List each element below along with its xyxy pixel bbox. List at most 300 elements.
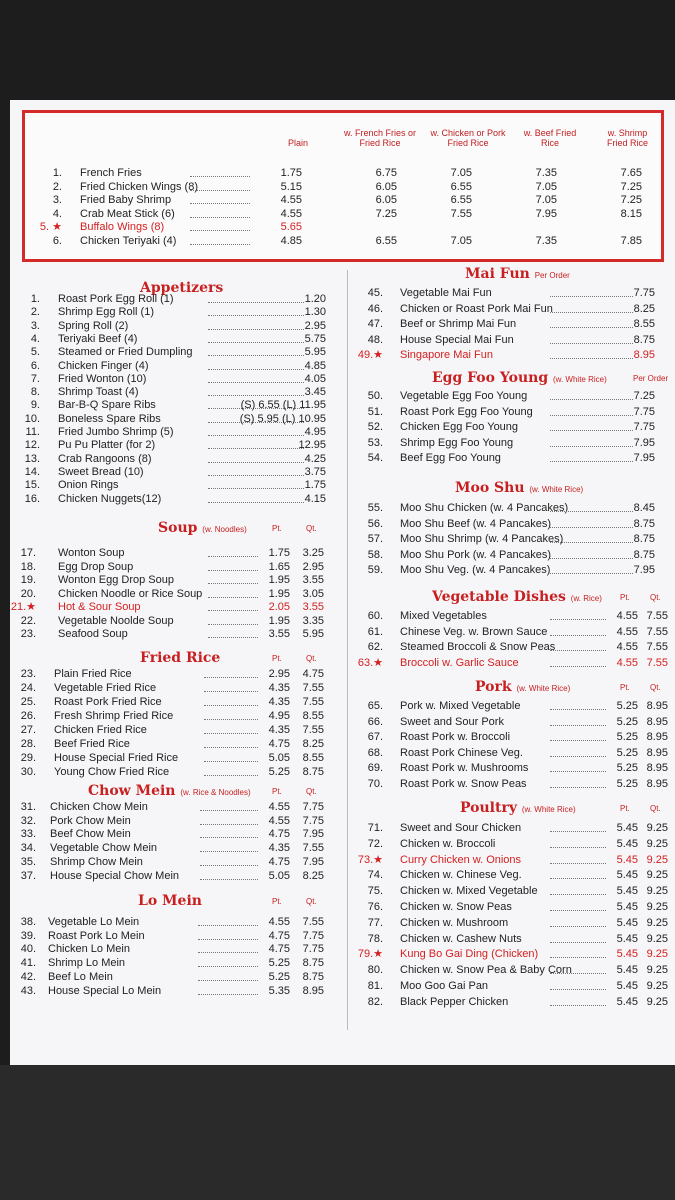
- menu-item-row: [0, 501, 675, 515]
- item-name: Bar-B-Q Spare Ribs: [58, 399, 156, 412]
- menu-item-row: [0, 517, 675, 531]
- item-price-quart: 8.95: [646, 746, 668, 759]
- item-name: Moo Shu Shrimp (w. 4 Pancakes): [400, 533, 564, 545]
- menu-item-row: [0, 947, 675, 961]
- item-price: 7.75: [633, 287, 655, 299]
- item-price-quart: 7.55: [302, 842, 324, 855]
- item-price-quart: 7.55: [646, 656, 668, 669]
- item-price-pint: 5.45: [616, 948, 638, 961]
- item-number: 63.★: [357, 656, 383, 669]
- item-price-pint: 5.25: [268, 957, 290, 970]
- item-price-pint: 5.25: [268, 970, 290, 983]
- menu-item-row: [0, 837, 675, 851]
- combo-column-header: w. Chicken or Pork Fried Rice: [430, 128, 506, 148]
- section-title-text: Pork: [475, 679, 512, 695]
- item-name: Chicken Egg Foo Young: [400, 421, 519, 433]
- item-name: Roast Pork Egg Foo Young: [400, 405, 533, 418]
- item-price: 7.75: [633, 421, 655, 433]
- item-price-pint: 2.95: [268, 668, 290, 680]
- item-name: Moo Shu Pork (w. 4 Pancakes): [400, 548, 552, 561]
- item-price-pint: 5.45: [616, 869, 638, 882]
- item-price-quart: 9.25: [646, 948, 668, 961]
- item-name: Buffalo Wings (8): [80, 221, 165, 233]
- item-price: 7.05: [535, 180, 557, 193]
- item-number: 4.: [30, 332, 40, 345]
- item-number: 73.★: [357, 853, 383, 866]
- item-number: 5.: [30, 346, 40, 359]
- item-number: 19.: [20, 574, 36, 586]
- item-name: House Special Mai Fun: [400, 333, 514, 346]
- section-note: Per Order: [534, 271, 570, 280]
- menu-item-row: [0, 900, 675, 914]
- menu-item-row: [0, 436, 675, 450]
- item-price-pint: 4.55: [616, 610, 638, 622]
- menu-item-row: [0, 317, 675, 331]
- item-price: 5.65: [280, 221, 302, 233]
- section-note: (w. Noodles): [202, 525, 247, 534]
- item-number: 15.: [24, 479, 40, 492]
- item-number: 7.: [30, 372, 40, 385]
- pint-label: Pt.: [272, 897, 282, 906]
- menu-item-row: [0, 625, 675, 639]
- item-number: 31.: [20, 801, 36, 813]
- item-name: Broccoli w. Garlic Sauce: [400, 656, 519, 669]
- pint-label: Pt.: [272, 787, 282, 796]
- item-price-quart: 7.55: [302, 696, 324, 708]
- quart-label: Qt.: [306, 524, 317, 533]
- quart-label: Qt.: [650, 683, 661, 692]
- item-price-pint: 5.45: [616, 885, 638, 898]
- menu-item-row: [0, 681, 675, 695]
- item-price-quart: 8.95: [646, 715, 668, 728]
- item-name: Chicken w. Mixed Vegetable: [400, 885, 538, 898]
- item-number: 10.: [24, 412, 40, 425]
- combo-column-header: w. Shrimp Fried Rice: [606, 128, 648, 148]
- combo-column-header: w. Beef Fried Rice: [523, 128, 577, 148]
- item-price-quart: 8.75: [302, 766, 324, 778]
- item-price-quart: 3.25: [302, 547, 324, 559]
- section-title-text: Moo Shu: [455, 480, 525, 496]
- item-price-quart: 8.95: [302, 984, 324, 997]
- item-price-pint: 5.25: [616, 731, 638, 743]
- section-note: (w. White Rice): [521, 805, 576, 814]
- item-price: 8.75: [633, 533, 655, 545]
- item-price-pint: 1.75: [268, 547, 290, 559]
- item-price: 3.45: [304, 386, 326, 399]
- combo-row: [0, 207, 675, 221]
- item-price: 4.85: [280, 234, 302, 247]
- item-price-quart: 8.55: [302, 752, 324, 764]
- item-price: 7.25: [620, 180, 642, 193]
- menu-item-row: [0, 420, 675, 434]
- item-number: 60.: [367, 610, 383, 622]
- item-price-pint: 1.95: [268, 614, 290, 627]
- item-name: House Special Fried Rice: [54, 752, 179, 764]
- menu-item-row: [0, 532, 675, 546]
- item-price-quart: 7.75: [302, 943, 324, 956]
- item-price: 7.95: [633, 436, 655, 449]
- dot-leader: [190, 234, 250, 245]
- menu-item-row: [0, 746, 675, 760]
- item-price-quart: 9.25: [646, 932, 668, 945]
- item-price-quart: 8.95: [646, 777, 668, 790]
- item-name: Crab Rangoons (8): [58, 452, 152, 465]
- item-price: 1.75: [280, 167, 302, 179]
- item-name: Curry Chicken w. Onions: [400, 853, 522, 866]
- item-name: Chicken w. Snow Peas: [400, 901, 512, 913]
- item-price: 4.25: [304, 452, 326, 465]
- item-price-pint: 5.45: [616, 995, 638, 1008]
- item-price-quart: 3.55: [302, 574, 324, 586]
- item-price-quart: 3.55: [302, 601, 324, 613]
- item-price-quart: 7.75: [302, 801, 324, 813]
- menu-item-row: [0, 389, 675, 403]
- item-number: 56.: [367, 517, 383, 530]
- item-name: Pork Chow Mein: [50, 814, 131, 827]
- item-price-quart: 8.25: [302, 869, 324, 882]
- item-number: 21.★: [10, 601, 36, 613]
- item-number: 46.: [367, 302, 383, 315]
- item-price-pint: 1.95: [268, 587, 290, 600]
- item-name: Moo Shu Chicken (w. 4 Pancakes): [400, 502, 569, 514]
- item-name: Chicken Nuggets(12): [58, 492, 162, 505]
- item-name: Vegetable Egg Foo Young: [400, 390, 528, 402]
- item-price-quart: 8.75: [302, 970, 324, 983]
- item-number: 5. ★: [39, 221, 62, 233]
- item-number: 57.: [367, 533, 383, 545]
- item-name: Wonton Egg Drop Soup: [58, 574, 174, 586]
- item-price-pint: 1.95: [268, 574, 290, 586]
- item-name: Singapore Mai Fun: [400, 349, 493, 361]
- item-price-pint: 4.55: [616, 625, 638, 638]
- item-name: Crab Meat Stick (6): [80, 207, 175, 220]
- item-price-quart: 9.25: [646, 853, 668, 866]
- item-name: Fried Chicken Wings (8): [80, 180, 198, 193]
- menu-item-row: [0, 302, 675, 316]
- section-title-text: Vegetable Dishes: [432, 589, 566, 605]
- item-price: 4.85: [304, 359, 326, 372]
- item-name: Sweet and Sour Chicken: [400, 822, 522, 834]
- item-price: 7.25: [620, 194, 642, 206]
- menu-item-row: [0, 640, 675, 654]
- section-title-text: Poultry: [460, 800, 517, 816]
- item-name: Chicken Lo Mein: [48, 943, 130, 956]
- dot-leader: [190, 193, 250, 204]
- item-name: Vegetable Lo Mein: [48, 916, 140, 928]
- item-name: Shrimp Egg Foo Young: [400, 436, 514, 449]
- item-name: Chicken w. Snow Pea & Baby Corn: [400, 964, 572, 977]
- section-note: (w. White Rice): [529, 485, 584, 494]
- item-price-quart: 9.25: [646, 869, 668, 882]
- item-price-quart: 8.95: [646, 731, 668, 743]
- item-name: Roast Pork Lo Mein: [48, 929, 145, 942]
- section-title-egg_foo_young: [432, 370, 607, 386]
- item-price-pint: 5.25: [616, 715, 638, 728]
- item-price-pint: 4.75: [268, 943, 290, 956]
- item-price-quart: 8.95: [646, 700, 668, 712]
- menu-item-row: [0, 348, 675, 362]
- item-price: 1.30: [304, 306, 326, 319]
- item-number: 47.: [367, 318, 383, 330]
- item-price-pint: 2.05: [268, 601, 290, 613]
- item-number: 80.: [367, 964, 383, 977]
- menu-item-row: [0, 609, 675, 623]
- item-price-quart: 8.75: [302, 957, 324, 970]
- item-price: 8.15: [620, 207, 642, 220]
- menu-item-row: [0, 995, 675, 1009]
- item-number: 3.: [30, 319, 40, 332]
- item-price-quart: 7.55: [302, 916, 324, 928]
- menu-item-row: [0, 451, 675, 465]
- item-number: 54.: [367, 452, 383, 464]
- item-price-quart: 2.95: [302, 560, 324, 573]
- item-price-pint: 4.35: [268, 682, 290, 694]
- item-number: 27.: [20, 724, 36, 736]
- item-number: 2.: [52, 180, 62, 193]
- item-price: 2.95: [304, 319, 326, 332]
- item-name: Chicken or Roast Pork Mai Fun: [400, 302, 553, 315]
- item-name: Steamed Broccoli & Snow Peas: [400, 641, 556, 653]
- menu-item-row: [0, 868, 675, 882]
- item-price-pint: 5.25: [616, 762, 638, 774]
- item-price-quart: 7.55: [646, 610, 668, 622]
- item-number: 78.: [367, 932, 383, 945]
- item-name: Vegetable Noolde Soup: [58, 614, 174, 627]
- item-name: Kung Bo Gai Ding (Chicken): [400, 948, 539, 961]
- item-number: 16.: [24, 492, 40, 505]
- item-price-quart: 9.25: [646, 901, 668, 913]
- item-price: 5.15: [280, 180, 302, 193]
- quart-label: Qt.: [306, 787, 317, 796]
- item-price-pint: 5.45: [616, 964, 638, 977]
- item-number: 28.: [20, 738, 36, 750]
- menu-item-row: [0, 656, 675, 670]
- item-name: Chicken w. Broccoli: [400, 837, 496, 850]
- item-price: 7.35: [535, 234, 557, 247]
- item-number: 65.: [367, 700, 383, 712]
- item-number: 42.: [20, 970, 36, 983]
- dot-leader: [190, 207, 250, 218]
- item-price-pint: 5.45: [616, 822, 638, 834]
- menu-item-row: [0, 884, 675, 898]
- item-number: 43.: [20, 984, 36, 997]
- item-price-pint: 4.55: [616, 641, 638, 653]
- table-surface: [0, 1065, 675, 1200]
- item-price: 8.45: [633, 502, 655, 514]
- item-number: 1.: [30, 293, 40, 305]
- item-name: Beef Lo Mein: [48, 970, 113, 983]
- menu-item-row: [0, 465, 675, 479]
- item-price: 12.95: [298, 439, 326, 452]
- item-number: 18.: [20, 560, 36, 573]
- section-note: (w. White Rice): [516, 684, 571, 693]
- item-price-pint: 5.45: [616, 853, 638, 866]
- menu-item-row: [0, 730, 675, 744]
- item-name: Chicken w. Cashew Nuts: [400, 932, 522, 945]
- quart-label: Qt.: [650, 804, 661, 813]
- item-name: Beef or Shrimp Mai Fun: [400, 318, 517, 330]
- section-title-text: Appetizers: [140, 280, 224, 296]
- item-name: Shrimp Lo Mein: [48, 957, 126, 970]
- combo-row: [0, 166, 675, 180]
- item-number: 79.★: [357, 948, 383, 961]
- item-name: Moo Shu Beef (w. 4 Pancakes): [400, 517, 552, 530]
- pint-label: Pt.: [620, 683, 630, 692]
- item-number: 37.: [20, 869, 36, 882]
- item-price: 7.55: [450, 207, 472, 220]
- item-price: 5.75: [304, 332, 326, 345]
- item-name: Chicken w. Chinese Veg.: [400, 869, 522, 882]
- item-number: 51.: [367, 405, 383, 418]
- item-name: Roast Pork Chinese Veg.: [400, 746, 523, 759]
- section-note: (w. Rice): [570, 594, 602, 603]
- item-number: 4.: [52, 207, 62, 220]
- item-price: 5.95: [304, 346, 326, 359]
- item-name: French Fries: [80, 167, 142, 179]
- item-number: 23.: [20, 628, 36, 640]
- item-name: Shrimp Egg Roll (1): [58, 306, 154, 319]
- item-number: 49.★: [357, 349, 383, 361]
- item-price-pint: 4.75: [268, 855, 290, 868]
- item-price: 7.25: [375, 207, 397, 220]
- item-price: 6.75: [375, 167, 397, 179]
- item-price: 4.55: [280, 194, 302, 206]
- item-price: 7.95: [535, 207, 557, 220]
- item-price: 8.75: [633, 333, 655, 346]
- item-number: 76.: [367, 901, 383, 913]
- section-title-moo_shu: [455, 480, 583, 496]
- section-title-text: Lo Mein: [138, 893, 202, 909]
- item-number: 71.: [367, 822, 383, 834]
- item-price-pint: 5.25: [616, 700, 638, 712]
- item-name: Mixed Vegetables: [400, 610, 487, 622]
- item-name: Chicken Teriyaki (4): [80, 234, 177, 247]
- section-note: (w. Rice & Noodles): [180, 788, 251, 797]
- item-name: Shrimp Chow Mein: [50, 855, 143, 868]
- item-name: Vegetable Chow Mein: [50, 842, 158, 855]
- item-number: 69.: [367, 762, 383, 774]
- menu-item-row: [0, 916, 675, 930]
- item-price-pint: 4.35: [268, 842, 290, 855]
- item-number: 75.: [367, 885, 383, 898]
- item-number: 72.: [367, 837, 383, 850]
- item-price-pint: 4.75: [268, 828, 290, 841]
- item-price-pint: 4.35: [268, 696, 290, 708]
- item-price: 6.55: [375, 234, 397, 247]
- item-price-quart: 7.55: [302, 682, 324, 694]
- item-price-pint: 4.75: [268, 929, 290, 942]
- item-price-pint: 4.55: [268, 814, 290, 827]
- item-price-pint: 4.95: [268, 710, 290, 722]
- section-title-text: Soup: [158, 520, 198, 536]
- item-number: 1.: [52, 167, 62, 179]
- item-name: Onion Rings: [58, 479, 119, 492]
- item-name: Chicken Noodle or Rice Soup: [58, 587, 203, 600]
- item-number: 70.: [367, 777, 383, 790]
- item-price-quart: 9.25: [646, 995, 668, 1008]
- item-price-quart: 7.75: [302, 814, 324, 827]
- item-name: Roast Pork w. Broccoli: [400, 731, 511, 743]
- pint-label: Pt.: [620, 593, 630, 602]
- item-number: 53.: [367, 436, 383, 449]
- item-price-quart: 7.55: [646, 641, 668, 653]
- item-price: 6.55: [450, 194, 472, 206]
- item-price: 6.05: [375, 180, 397, 193]
- menu-item-row: [0, 821, 675, 835]
- item-number: 12.: [24, 439, 40, 452]
- item-price: 6.05: [375, 194, 397, 206]
- item-name: Fried Jumbo Shrimp (5): [58, 426, 174, 438]
- item-name: Chicken Fried Rice: [54, 724, 147, 736]
- section-note: (w. White Rice): [552, 375, 607, 384]
- item-number: 32.: [20, 814, 36, 827]
- item-number: 24.: [20, 682, 36, 694]
- item-price-quart: 8.25: [302, 738, 324, 750]
- item-price: 7.85: [620, 234, 642, 247]
- item-name: Roast Pork w. Snow Peas: [400, 777, 527, 790]
- item-name: Beef Fried Rice: [54, 738, 130, 750]
- item-name: Vegetable Mai Fun: [400, 287, 492, 299]
- item-price-quart: 4.75: [302, 668, 324, 680]
- item-number: 62.: [367, 641, 383, 653]
- item-price-pint: 5.25: [268, 766, 290, 778]
- menu-item-row: [0, 932, 675, 946]
- item-price-quart: 5.95: [302, 628, 324, 640]
- item-price-quart: 9.25: [646, 964, 668, 977]
- item-name: Seafood Soup: [58, 628, 128, 640]
- item-name: Moo Shu Veg. (w. 4 Pancakes): [400, 564, 551, 576]
- item-price-pint: 4.55: [268, 916, 290, 928]
- pint-label: Pt.: [272, 654, 282, 663]
- item-price-pint: 5.05: [268, 752, 290, 764]
- item-name: Beef Chow Mein: [50, 828, 131, 841]
- item-price-quart: 8.95: [646, 762, 668, 774]
- item-price: 8.25: [633, 302, 655, 315]
- item-price: 8.55: [633, 318, 655, 330]
- item-price-pint: 3.55: [268, 628, 290, 640]
- combo-row: [0, 180, 675, 194]
- item-name: Pu Pu Platter (for 2): [58, 439, 156, 452]
- item-number: 11.: [25, 426, 40, 438]
- item-number: 58.: [367, 548, 383, 561]
- item-name: Plain Fried Rice: [54, 668, 132, 680]
- item-name: Roast Pork w. Mushrooms: [400, 762, 529, 774]
- menu-item-row: [0, 715, 675, 729]
- menu-item-row: [0, 853, 675, 867]
- dot-leader: [190, 180, 250, 191]
- item-number: 34.: [20, 842, 36, 855]
- dot-leader: [190, 166, 250, 177]
- item-number: 39.: [20, 929, 36, 942]
- section-title-text: Mai Fun: [465, 266, 530, 282]
- menu-item-row: [0, 777, 675, 791]
- item-price-quart: 7.95: [302, 855, 324, 868]
- item-price-quart: 7.95: [302, 828, 324, 841]
- item-number: 38.: [20, 916, 36, 928]
- item-price-pint: 5.05: [268, 869, 290, 882]
- menu-item-row: [0, 333, 675, 347]
- item-name: Chicken Chow Mein: [50, 801, 148, 813]
- item-price-quart: 3.05: [302, 587, 324, 600]
- item-number: 20.: [20, 587, 36, 600]
- item-number: 50.: [367, 390, 383, 402]
- menu-item-row: [0, 286, 675, 300]
- item-number: 35.: [20, 855, 36, 868]
- item-name: Black Pepper Chicken: [400, 995, 509, 1008]
- item-number: 67.: [367, 731, 383, 743]
- dot-leader: [190, 220, 250, 231]
- menu-item-row: [0, 699, 675, 713]
